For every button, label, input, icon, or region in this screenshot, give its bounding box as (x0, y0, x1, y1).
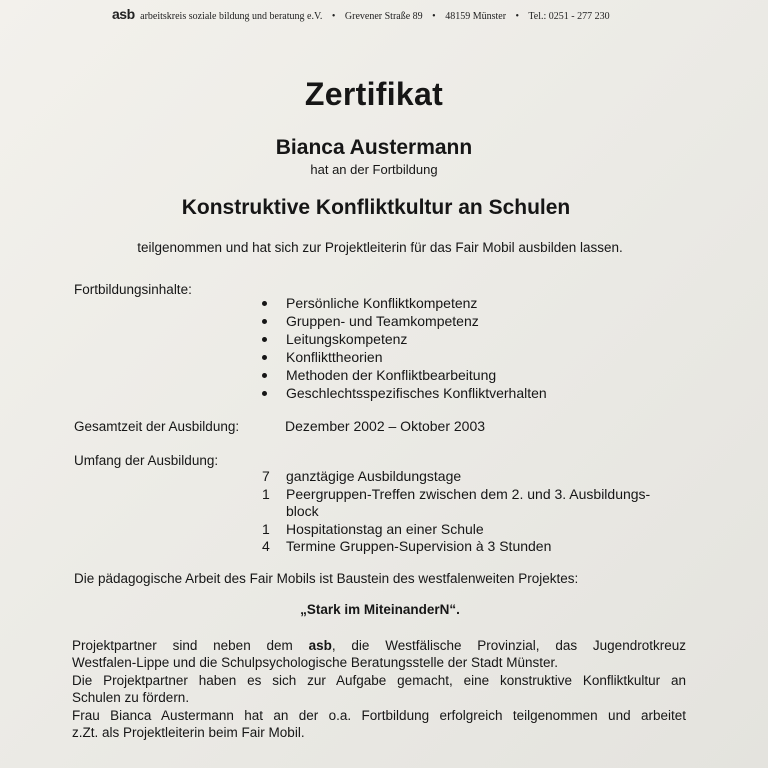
asb-bold: asb (308, 638, 332, 653)
list-item: Gruppen- und Teamkompetenz (262, 312, 547, 330)
list-item: Leitungskompetenz (262, 330, 547, 348)
scope-label: Umfang der Ausbildung: (74, 453, 219, 468)
course-title: Konstruktive Konfliktkultur an Schulen (181, 196, 571, 219)
list-item: Methoden der Konfliktbearbeitung (262, 366, 547, 384)
item-text: Hospitationstag an einer Schule (286, 520, 484, 537)
item-text-line: Peergruppen-Treffen zwischen dem 2. und 3. Ausbildungs- (286, 485, 651, 502)
duration-label: Gesamtzeit der Ausbildung: (74, 419, 240, 434)
street-address: Grevener Straße 89 (344, 11, 423, 22)
phone-number: Tel.: 0251 - 277 230 (528, 11, 610, 22)
list-item (262, 468, 692, 486)
item-count: 4 (262, 538, 270, 554)
separator: • (432, 11, 436, 22)
project-intro: Die pädagogische Arbeit des Fair Mobils ist Baustein des westfalenweiten Projektes: (74, 571, 579, 586)
separator: • (331, 11, 336, 22)
list-item: Persönliche Konfliktkompetenz (262, 294, 547, 312)
paragraph-line: Die Projektpartner haben es sich zur Aufgabe gemacht, eine konstruktive Konfliktkultur an (72, 672, 686, 688)
contents-label: Fortbildungsinhalte: (74, 282, 192, 297)
paragraph-line: Schulen zu fördern. (72, 690, 190, 706)
contents-list (262, 294, 547, 402)
duration-value: Dezember 2002 – Oktober 2003 (285, 418, 486, 434)
item-text: Termine Gruppen-Supervision à 3 Stunden (286, 538, 552, 554)
asb-logo: asb (112, 6, 135, 22)
item-text-line: block (286, 503, 319, 519)
item-text (286, 486, 692, 521)
scope-list (262, 468, 692, 556)
recipient-name: Bianca Austermann (275, 136, 473, 159)
paragraph-line: Frau Bianca Austermann hat an der o.a. Fortbildung erfolgreich teilgenommen und arbeitet (72, 707, 686, 723)
item-text: ganztägige Ausbildungstage (286, 468, 462, 484)
text-segment: , die Westfälische Provinzial, das Jugendrotkreuz (331, 638, 686, 653)
subline: hat an der Fortbildung (310, 162, 438, 177)
participation-text: teilgenommen und hat sich zur Projektleiterin für das Fair Mobil ausbilden lassen. (137, 240, 623, 255)
list-item (262, 486, 692, 521)
text-segment: Projektpartner sind neben dem (72, 638, 309, 653)
list-item: Geschlechtsspezifisches Konfliktverhalten (262, 384, 547, 402)
list-item (262, 538, 692, 556)
city-address: 48159 Münster (445, 11, 507, 22)
paragraph-line (72, 637, 686, 654)
paragraph-line: z.Zt. als Projektleiterin beim Fair Mobil. (72, 725, 305, 741)
paragraph-line: Westfalen-Lippe und die Schulpsychologische Beratungsstelle der Stadt Münster. (72, 655, 559, 671)
item-count: 1 (262, 520, 270, 537)
separator: • (515, 11, 520, 22)
partners-paragraph (72, 637, 686, 741)
item-count: 7 (262, 468, 270, 484)
project-name: „Stark im MiteinanderN“. (300, 602, 460, 617)
list-item: Konflikttheorien (262, 348, 547, 366)
item-count: 1 (262, 485, 270, 502)
list-item (262, 521, 692, 539)
organization-name: arbeitskreis soziale bildung und beratung e.V. (140, 11, 323, 22)
letterhead (112, 6, 672, 22)
certificate-title: Zertifikat (304, 76, 444, 112)
